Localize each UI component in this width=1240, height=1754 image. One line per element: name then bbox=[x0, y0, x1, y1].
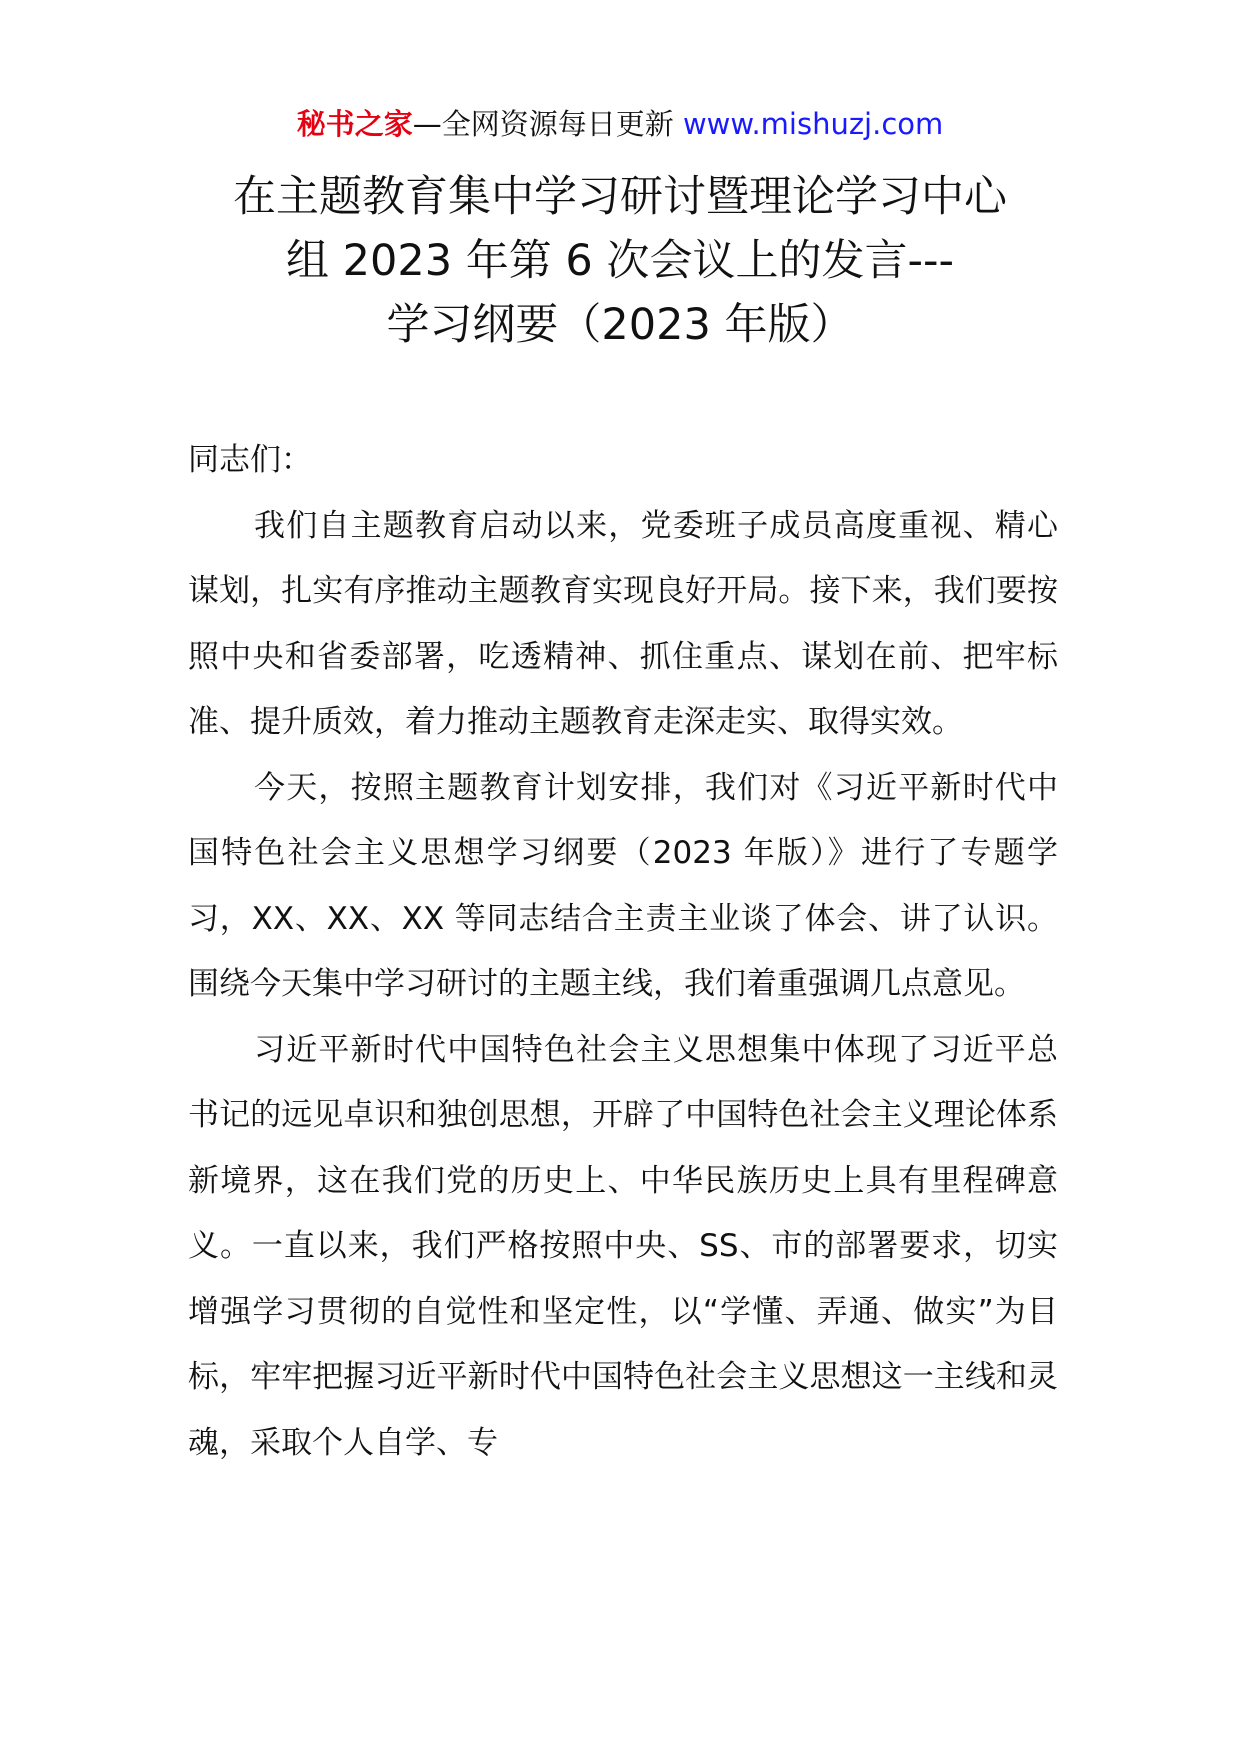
site-header bbox=[0, 104, 1240, 144]
document-body bbox=[188, 428, 1058, 1476]
site-tagline: —全网资源每日更新 bbox=[412, 107, 674, 141]
site-url-link[interactable]: www.mishuzj.com bbox=[682, 107, 944, 141]
body-paragraph-2: 今天，按照主题教育计划安排，我们对《习近平新时代中国特色社会主义思想学习纲要（2023 年版）》进行了专题学习，XX、XX、XX 等同志结合主责主业谈了体会、讲了认识。围绕今天集中学习研讨的主题主线，我们着重强调几点意见。 bbox=[188, 769, 1058, 1002]
site-name: 秘书之家 bbox=[296, 107, 413, 141]
title-line-2: 组 2023 年第 6 次会议上的发言--- bbox=[285, 236, 954, 286]
body-paragraph-1: 我们自主题教育启动以来，党委班子成员高度重视、精心谋划，扎实有序推动主题教育实现良好开局。接下来，我们要按照中央和省委部署，吃透精神、抓住重点、谋划在前、把牢标准、提升质效，着力推动主题教育走深走实、取得实效。 bbox=[188, 507, 1058, 740]
title-line-3: 学习纲要（2023 年版） bbox=[386, 300, 854, 350]
salutation: 同志们： bbox=[188, 442, 312, 478]
body-paragraph-3: 习近平新时代中国特色社会主义思想集中体现了习近平总书记的远见卓识和独创思想，开辟了中国特色社会主义理论体系新境界，这在我们党的历史上、中华民族历史上具有里程碑意义。一直以来，我们严格按照中央、SS、市的部署要求，切实增强学习贯彻的自觉性和坚定性，以“学懂、弄通、做实”为目标，牢牢把握习近平新时代中国特色社会主义思想这一主线和灵魂，采取个人自学、专 bbox=[188, 1031, 1058, 1461]
document-title bbox=[150, 165, 1090, 357]
title-line-1: 在主题教育集中学习研讨暨理论学习中心 bbox=[233, 172, 1007, 222]
